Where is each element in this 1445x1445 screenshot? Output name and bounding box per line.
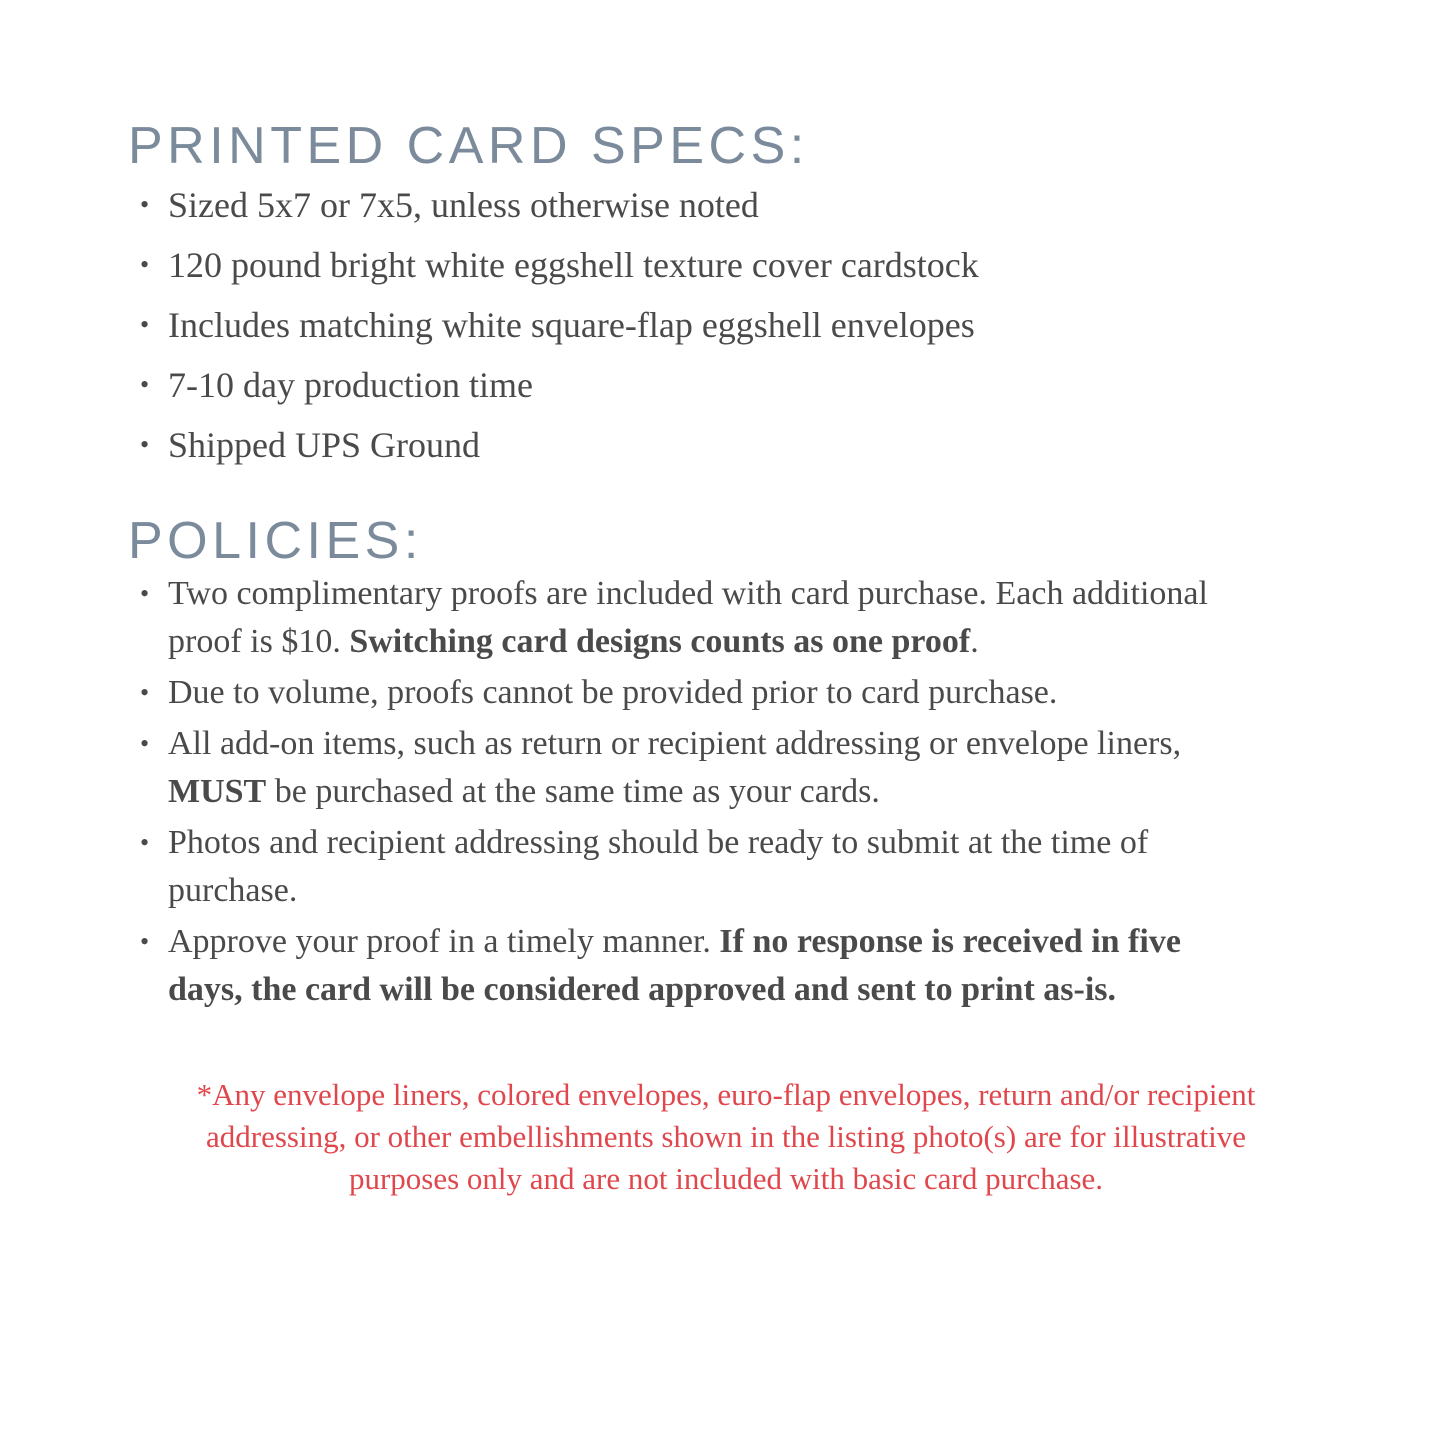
footnote-disclaimer: *Any envelope liners, colored envelopes, euro-flap envelopes, return and/or recipient addressing, or other embellishments shown in the listing photo(s) are for illustrative purposes only and are not included with basic card purchase. xyxy=(196,1077,1256,1197)
policy-text-post: be purchased at the same time as your cards. xyxy=(266,773,880,811)
list-item xyxy=(128,669,1238,717)
list-item: • Sized 5x7 or 7x5, unless otherwise noted xyxy=(128,175,1325,235)
list-item xyxy=(128,720,1238,816)
policy-text-pre: Due to volume, proofs cannot be provided prior to card purchase. xyxy=(168,674,1058,712)
policy-text-bold: If no response is received in five days, the card will be considered approved and sent to print as-is. xyxy=(168,923,1181,1009)
list-item xyxy=(128,819,1238,915)
policy-text-pre: Approve your proof in a timely manner. xyxy=(168,923,720,961)
policy-text-bold: Switching card designs counts as one proof xyxy=(349,623,971,661)
policies-section xyxy=(128,513,1325,1014)
policies-heading: POLICIES: xyxy=(128,512,423,571)
policy-text-post: . xyxy=(970,623,979,661)
list-item xyxy=(128,570,1238,666)
policy-text-pre: Two complimentary proofs are included with card purchase. Each additional proof is $10. xyxy=(168,575,1208,661)
policy-text-pre: All add-on items, such as return or recipient addressing or envelope liners, xyxy=(168,725,1182,763)
policies-list xyxy=(128,570,1238,1014)
printed-card-specs-list xyxy=(128,175,1325,475)
printed-card-specs-heading: PRINTED CARD SPECS: xyxy=(128,117,809,175)
list-item: • Includes matching white square-flap eggshell envelopes xyxy=(128,295,1325,355)
list-item: • Shipped UPS Ground xyxy=(128,415,1325,475)
list-item xyxy=(128,918,1238,1014)
list-item: • 7-10 day production time xyxy=(128,355,1325,415)
policy-text-pre: Photos and recipient addressing should be ready to submit at the time of purchase. xyxy=(168,824,1149,910)
policy-text-bold: MUST xyxy=(168,773,267,811)
list-item: • 120 pound bright white eggshell texture cover cardstock xyxy=(128,235,1325,295)
